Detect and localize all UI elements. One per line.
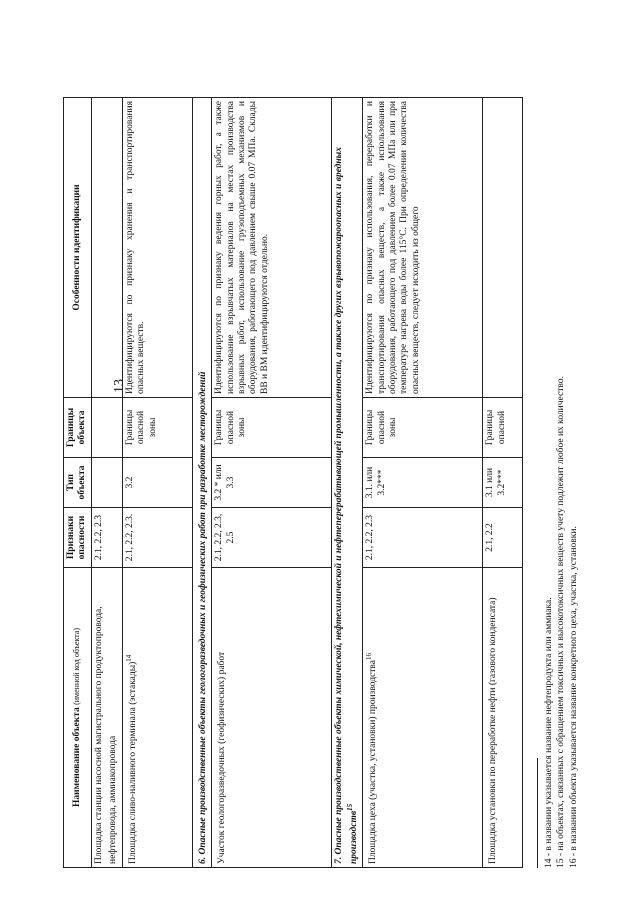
footnote-ref: 14	[124, 654, 133, 662]
section-row	[192, 98, 212, 868]
object-type-cell: 3.2	[122, 458, 192, 508]
footnote: 16 - в названии объекта указывается название конкретного цеха, участка, установки.	[568, 526, 579, 868]
section-title-text: 6. Опасные производственные объекты геологоразведочных и геофизических работ при разработке месторождений	[197, 371, 208, 864]
object-type-cell: 3.1. или 3.2***	[363, 458, 483, 508]
hazard-signs-cell: 2.1, 2.2	[483, 508, 523, 568]
identification-features-cell: Идентифицируются по признаку ведения горных работ, а также использование взрывчатых материалов на местах производства взрывных работ, использование грузоподъемных механизмов и оборудования, работающего под давлением свыше 0.07 МПа. Склады ВВ и ВМ идентифицируются отдельно.	[212, 98, 332, 398]
table-row	[212, 98, 332, 868]
object-bounds-cell: Границы опасной зоны	[212, 398, 332, 458]
header-name-label: Наименование объекта	[71, 707, 82, 807]
section-title	[332, 98, 363, 868]
object-name: Площадка сливо-наливного терминала (эстакады)	[127, 661, 138, 864]
footnotes	[543, 68, 580, 868]
header-name	[64, 568, 92, 868]
footnote: 15 - на объектах, связанных с обращением токсичных и высокотоксичных веществ учету подлежит любое их количество.	[556, 376, 567, 868]
page-number: 13	[112, 379, 127, 393]
rotated-page-content	[63, 58, 583, 868]
hazard-signs-cell: 2.1, 2.2, 2.3, 2.5	[212, 508, 332, 568]
hazard-signs-cell: 2.1, 2.2, 2.3	[363, 508, 483, 568]
table-row	[363, 98, 483, 868]
header-bounds: Границы объекта	[64, 398, 92, 458]
table-row	[122, 98, 192, 868]
object-name: Площадка установки по переработке нефти (газового конденсата)	[488, 597, 499, 864]
section-title-text: 7. Опасные производственные объекты химической, нефтехимической и нефтеперерабатывающей промышленности, а также других взрывопожароопасных и вредных производств	[334, 146, 359, 864]
hazard-signs-cell: 2.1, 2.2, 2.3.	[122, 508, 192, 568]
footnote: 14 - в названии указывается название нефтепродукта или аммиака.	[544, 597, 554, 868]
footnote-separator	[537, 758, 538, 868]
object-type-cell: 3.2 * или 3.3	[212, 458, 332, 508]
table-row	[483, 98, 523, 868]
object-name-cell	[212, 568, 332, 868]
footnote-ref: 16	[365, 653, 374, 660]
object-name: Участок геологоразведочных (геофизических) работ	[217, 651, 228, 864]
object-name: Площадка станции насосной магистрального продуктопровода, нефтепровода, аммиакопровода	[93, 606, 119, 864]
object-name-cell	[91, 568, 122, 868]
footnote-ref: 15	[345, 803, 354, 811]
identification-features-cell: Идентифицируются по признаку хранения и транспортирования опасных веществ.	[122, 98, 192, 398]
identification-features-cell	[483, 98, 523, 398]
object-name-cell	[483, 568, 523, 868]
object-bounds-cell: Границы опасной зоны	[363, 398, 483, 458]
identification-features-cell: Идентифицируются по признаку использования, переработки и транспортирования опасных веществ, а также использования оборудования, работающего под давлением более 0.07 МПа или при температуре нагрева воды более 115°С. При определении количества опасных веществ, следует исходить из общего	[363, 98, 483, 398]
object-type-cell	[91, 458, 122, 508]
object-name-cell	[363, 568, 483, 868]
table-body	[91, 98, 522, 868]
section-title	[192, 98, 212, 868]
table-row	[91, 98, 122, 868]
object-bounds-cell: Границы опасной зоны	[122, 398, 192, 458]
identification-features-cell	[91, 98, 122, 398]
object-type-cell: 3.1 или 3.2***	[483, 458, 523, 508]
hazard-signs-cell: 2.1, 2.2, 2.3	[91, 508, 122, 568]
object-bounds-cell	[91, 398, 122, 458]
object-bounds-cell: Границы опасной	[483, 398, 523, 458]
header-features: Особенности идентификации	[64, 98, 92, 398]
identification-table	[63, 97, 523, 868]
header-name-note: (именной код объекта)	[71, 628, 81, 705]
table-header-row	[64, 98, 92, 868]
object-name: Площадка цеха (участка, установки) производства	[368, 660, 379, 864]
section-row	[332, 98, 363, 868]
object-name-cell	[122, 568, 192, 868]
header-signs: Признаки опасности	[64, 508, 92, 568]
header-type: Тип объекта	[64, 458, 92, 508]
